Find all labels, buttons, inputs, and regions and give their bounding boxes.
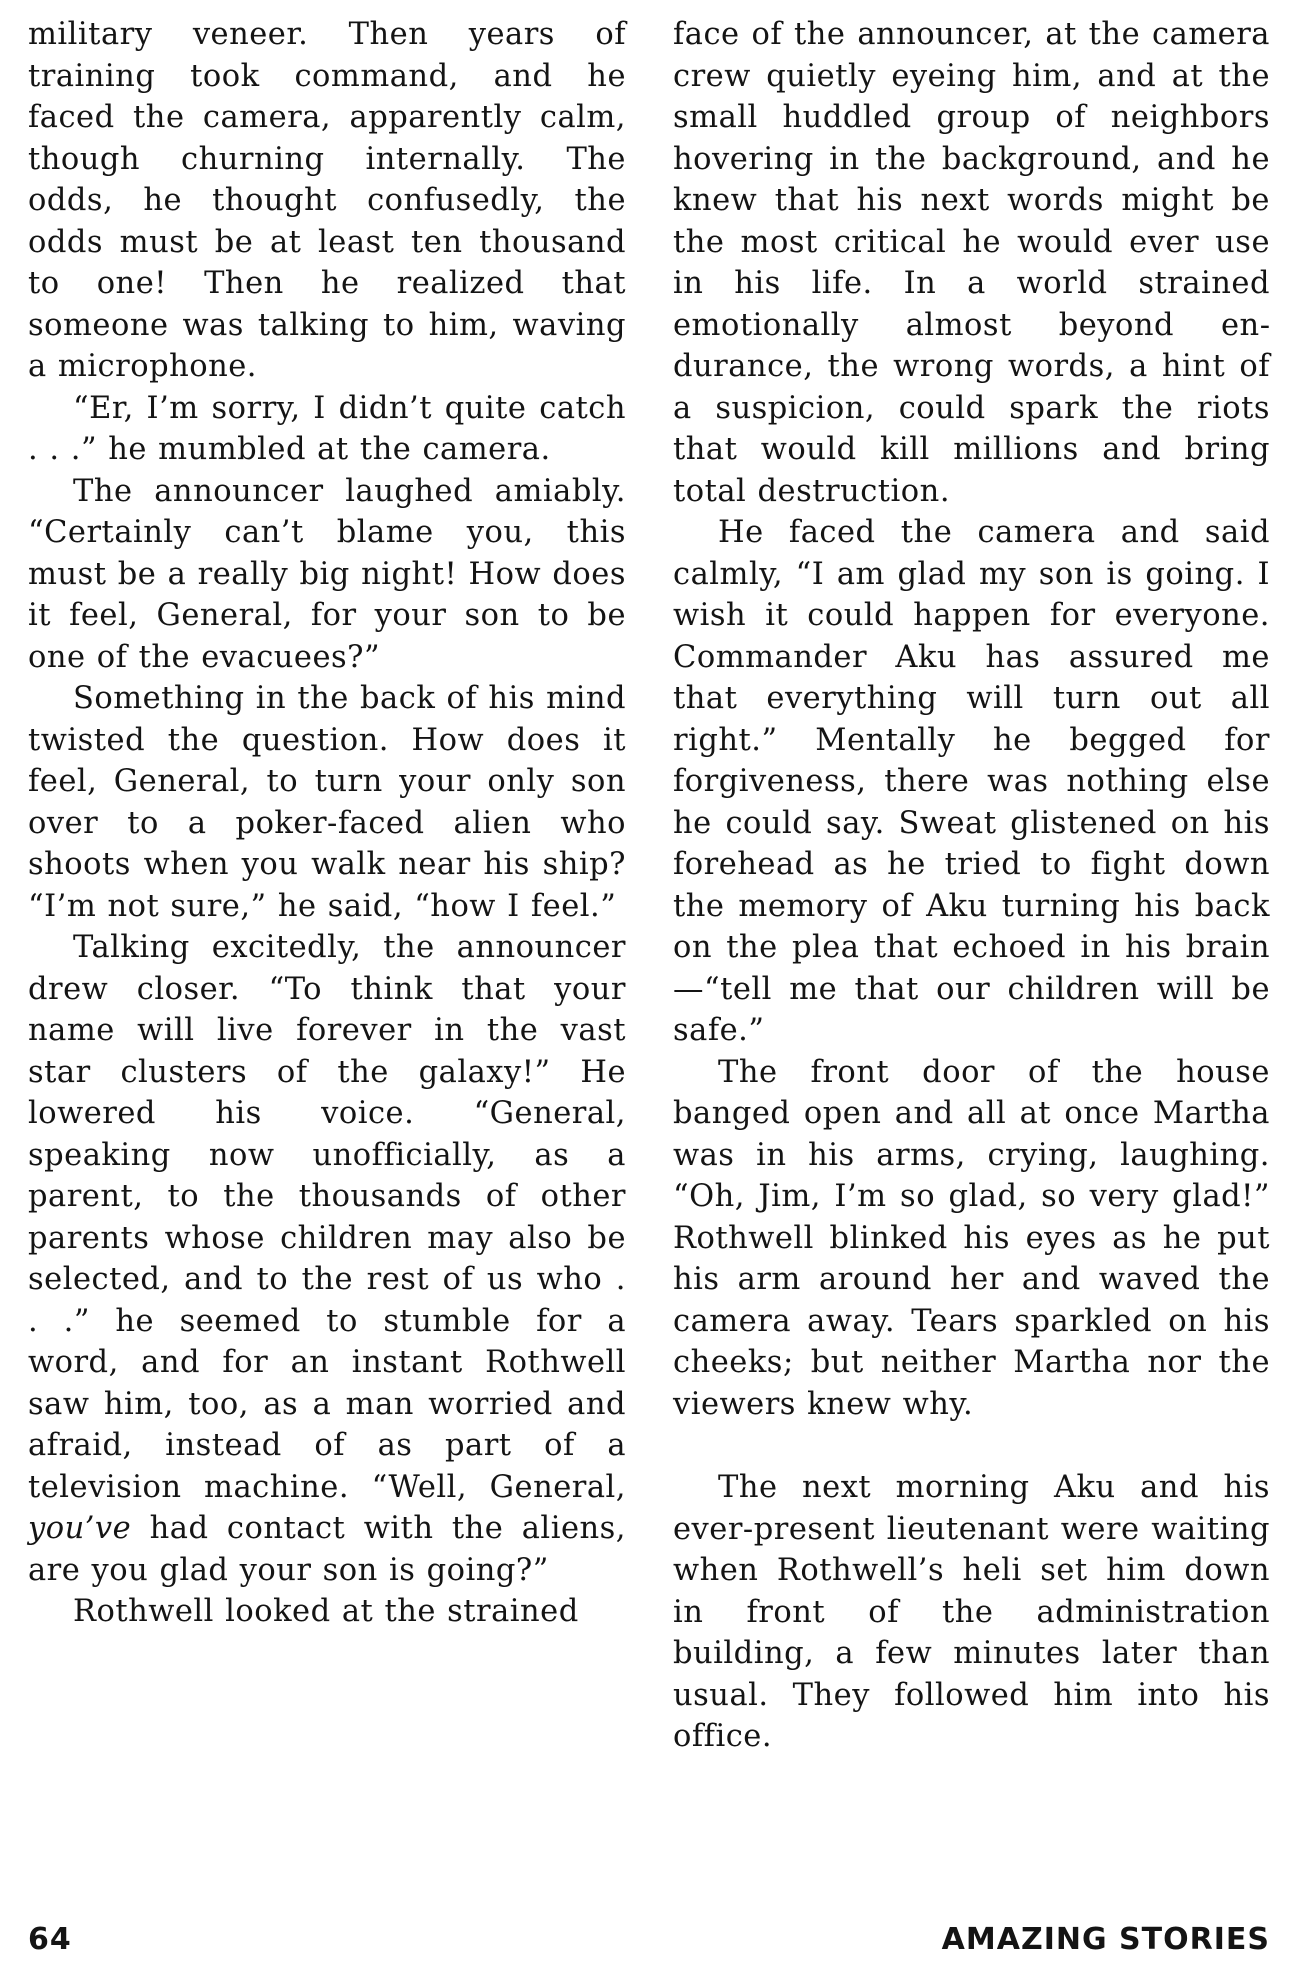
paragraph: Something in the back of his mind twisted the question. How does it feel, General, to turn your only son over to a poker-faced alien who shoots when you walk near his ship? “I’m not sure,” he said, “how I feel.” bbox=[28, 681, 626, 924]
paragraph: The front door of the house banged open and all at once Martha was in his arms, crying, laughing. “Oh, Jim, I’m so glad, so very glad!” Rothwell blinked his eyes as he put his arm around her and waved the camera away. Tears sparkled on his cheeks; but neither Martha nor the viewers knew why. bbox=[673, 1054, 1270, 1422]
emphasized-text: you’ve bbox=[28, 1511, 132, 1546]
page-number: 64 bbox=[28, 1922, 72, 1957]
magazine-title: AMAZING STORIES bbox=[941, 1922, 1270, 1957]
paragraph bbox=[28, 927, 626, 1591]
paragraph: military veneer. Then years of training took command, and he faced the camera, apparently calm, though churning internally. The odds, he thought confusedly, the odds must be at least ten thousand to one! Then he realized that someone was talking to him, waving a microphone. bbox=[28, 17, 626, 384]
paragraph-text: had contact with the aliens, are you glad your son is going?” bbox=[28, 1511, 626, 1588]
paragraph: Rothwell looked at the strained bbox=[73, 1594, 579, 1629]
paragraph: The announcer laughed amiably. “Certainly can’t blame you, this must be a really big night! How does it feel, General, for your son to be one of the evacuees?” bbox=[28, 473, 626, 675]
paragraph: face of the announcer, at the camera crew quietly eyeing him, and at the small huddled group of neighbors hovering in the background, and he knew that his next words might be the most critical he would ever use in his life. In a world strained emotionally almost beyond endurance, the wrong words, a hint of a suspicion, could spark the riots that would kill millions and bring total destruction. bbox=[673, 17, 1270, 509]
left-text-column bbox=[28, 14, 626, 1633]
page-footer bbox=[28, 1922, 1270, 1972]
paragraph: “Er, I’m sorry, I didn’t quite catch . . .” he mumbled at the camera. bbox=[28, 390, 626, 467]
paragraph: The next morning Aku and his ever-present lieutenant were waiting when Rothwell’s heli set him down in front of the administration building, a few minutes later than usual. They followed him into his office. bbox=[673, 1470, 1270, 1754]
paragraph: He faced the camera and said calmly, “I am glad my son is going. I wish it could happen for everyone. Commander Aku has assured me that everything will turn out all right.” Mentally he begged for forgiveness, there was nothing else he could say. Sweat glistened on his forehead as he tried to fight down the memory of Aku turning his back on the plea that echoed in his brain—“tell me that our children will be safe.” bbox=[673, 515, 1270, 1048]
right-text-column bbox=[673, 14, 1270, 1758]
paragraph-text: Talking excitedly, the announcer drew closer. “To think that your name will live forever in the vast star clusters of the galaxy!” He lowered his voice. “General, speaking now unofficially, as a parent, to the thousands of other parents whose children may also be selected, and to the rest of us who . . .” he seemed to stumble for a word, and for an instant Rothwell saw him, too, as a man worried and afraid, instead of as part of a television machine. “Well, General, bbox=[28, 930, 626, 1505]
